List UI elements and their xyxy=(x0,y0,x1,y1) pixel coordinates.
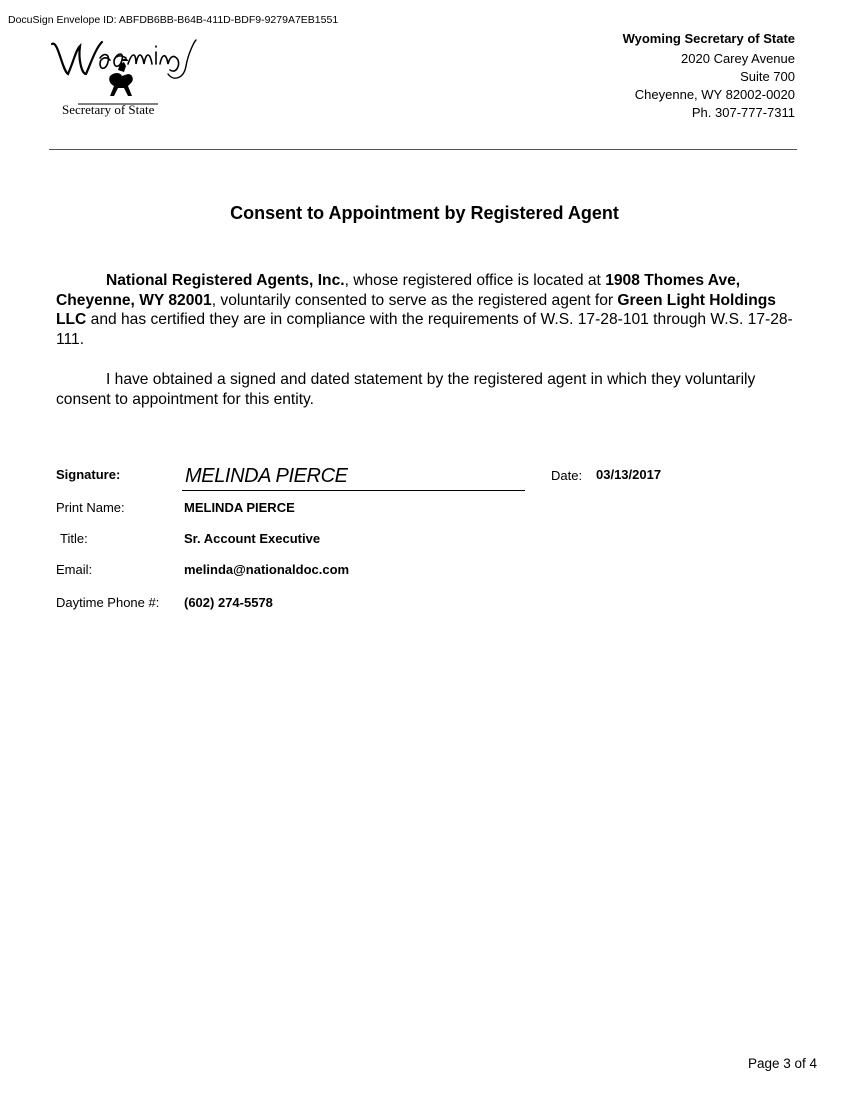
email-value: melinda@nationaldoc.com xyxy=(184,562,350,577)
statement-paragraph xyxy=(56,370,796,409)
signature-value: MELINDA PIERCE xyxy=(185,465,348,487)
page-number: Page 3 of 4 xyxy=(747,1056,817,1071)
signature-line xyxy=(182,490,525,491)
phone-value: (602) 274-5578 xyxy=(184,595,273,610)
entity-name: Green Light Holdings LLC xyxy=(56,291,776,328)
document-title: Consent to Appointment by Registered Agent xyxy=(230,203,619,223)
agent-name: National Registered Agents, Inc. xyxy=(106,272,345,289)
docusign-envelope-id: DocuSign Envelope ID: ABFDB6BB-B64B-411D-BDF9-9279A7EB1551 xyxy=(8,14,339,26)
print-name-value: MELINDA PIERCE xyxy=(184,500,295,515)
paragraph-text-1: , whose registered office is located at xyxy=(344,272,606,289)
title-value: Sr. Account Executive xyxy=(184,531,321,546)
logo-caption: Secretary of State xyxy=(62,102,155,117)
office-street: 2020 Carey Avenue xyxy=(681,51,795,66)
date-label: Date: xyxy=(551,468,583,483)
office-city: Cheyenne, WY 82002-0020 xyxy=(634,87,795,102)
phone-label: Daytime Phone #: xyxy=(56,595,160,610)
office-suite: Suite 700 xyxy=(740,69,795,84)
office-address-block xyxy=(623,30,795,122)
print-name-label: Print Name: xyxy=(56,500,125,515)
statement-text: I have obtained a signed and dated statement by the registered agent in which they voluntarily consent to appointment for this entity. xyxy=(56,371,756,408)
signature-label: Signature: xyxy=(56,467,121,482)
header-divider xyxy=(49,149,797,150)
paragraph-text-3: and has certified they are in compliance with the requirements of W.S. 17-28-101 through W.S. 17-28-111. xyxy=(56,311,793,348)
agent-address: 1908 Thomes Ave, Cheyenne, WY 82001 xyxy=(56,272,741,309)
date-value: 03/13/2017 xyxy=(596,467,662,482)
office-phone: Ph. 307-777-7311 xyxy=(691,105,795,120)
office-name: Wyoming Secretary of State xyxy=(622,31,795,46)
consent-paragraph xyxy=(56,271,796,349)
email-label: Email: xyxy=(56,562,93,577)
title-label: Title: xyxy=(60,531,88,546)
paragraph-text-2: , voluntarily consented to serve as the registered agent for xyxy=(211,291,618,309)
bucking-horse-rider-icon xyxy=(48,30,198,110)
